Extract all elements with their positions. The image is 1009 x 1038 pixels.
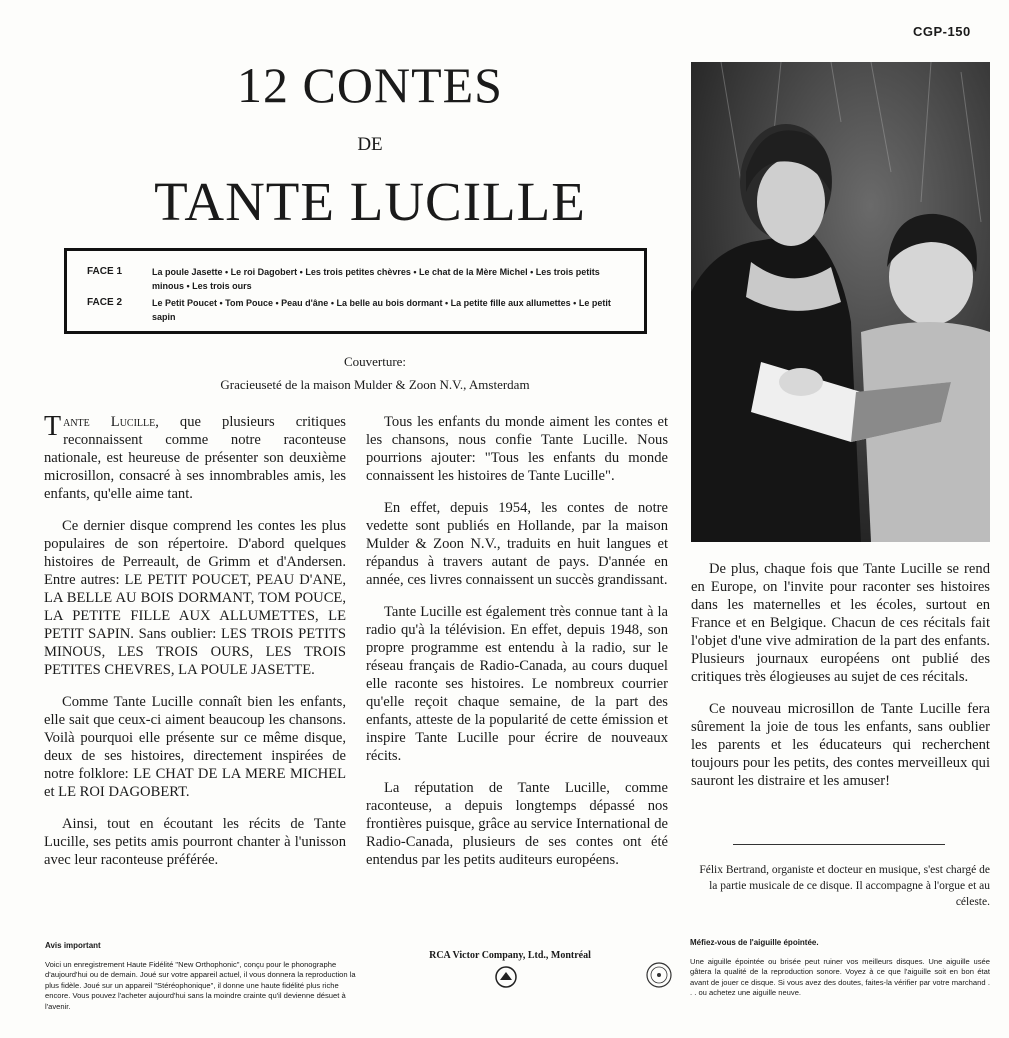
title-line-3: TANTE LUCILLE xyxy=(154,171,586,232)
catalog-number: CGP-150 xyxy=(913,24,971,39)
important-notice xyxy=(45,941,360,1012)
paragraph: Ce nouveau microsillon de Tante Lucille fera sûrement la joie de tous les enfants, sans oublier les parents et les éducateurs qui recherchent toujours pour les petits, des contes merveilleux qui sauront les distraire et les amuser! xyxy=(691,701,990,789)
paragraph: Comme Tante Lucille connaît bien les enfants, elle sait que ceux-ci aiment beaucoup les chansons. Voilà pourquoi elle présente sur ce même disque, deux de ses histoires, directement inspirées de notre folklore: LE CHAT DE LA MERE MICHEL et LE ROI DAGOBERT. xyxy=(44,694,346,800)
paragraph-text: , que plusieurs critiques reconnaissent comme notre raconteuse nationale, est heureuse de présenter son deuxième microsillon, consacré à ses innombrables amis, les enfants, qu'elle aime tant. xyxy=(44,414,346,502)
title-line-1: 12 CONTES xyxy=(237,57,503,113)
track-row-face-2 xyxy=(87,296,628,324)
track-list-box xyxy=(64,248,647,334)
notice-text: Une aiguille épointée ou brisée peut ruiner vos meilleurs disques. Une aiguille usée gâtera la qualité de la reproduction sonore. Voyez à ce que l'aiguille soit en bon état avant de jouer ce disque. Si vous avez des doutes, faites-la vérifier par votre marchand . . . ou achetez une aiguille neuve. xyxy=(690,956,990,997)
cover-photo xyxy=(691,62,990,542)
publisher: RCA Victor Company, Ltd., Montréal xyxy=(429,950,591,961)
face-label: FACE 1 xyxy=(87,266,123,277)
small-caps-name: ante Lucille xyxy=(63,414,156,430)
paragraph: La réputation de Tante Lucille, comme raconteuse, a depuis longtemps dépassé nos frontières puisque, grâce au service International de Radio-Canada, plusieurs de ses contes ont été entendus par les petits auditeurs européens. xyxy=(366,780,668,868)
face-track-list: Le Petit Poucet • Tom Pouce • Peau d'âne • La belle au bois dormant • La petite fille aux allumettes • Le petit sapin xyxy=(152,298,611,322)
divider xyxy=(733,844,945,845)
track-row-face-1 xyxy=(87,265,628,293)
paragraph: En effet, depuis 1954, les contes de notre vedette sont publiés en Hollande, par la maison Mulder & Zoon N.V., traduits en huit langues et répandus à travers autant de pays. D'année en année, ces livres connaissent un succès grandissant. xyxy=(366,500,668,588)
text-column-3 xyxy=(691,560,990,804)
paragraph: Ainsi, tout en écoutant les récits de Tante Lucille, ses petits amis pourront chanter à l'unisson avec leur raconteuse préférée. xyxy=(44,816,346,868)
notice-text: Voici un enregistrement Haute Fidélité "New Orthophonic", conçu pour le phonographe d'aujourd'hui ou de demain. Joué sur votre appareil actuel, il vous donnera la reproduction la plus fidèle. Joué sur un appareil "Stéréophonique", il donne une haute fidélité plus riche encore. Vous pouvez l'acheter aujourd'hui sans la moindre crainte qu'il devienne désuet à l'avenir. xyxy=(45,959,356,1011)
needle-warning xyxy=(690,938,990,999)
title-line-2: DE xyxy=(357,134,383,155)
paragraph xyxy=(44,413,346,503)
rca-logo-icon xyxy=(495,966,517,992)
paragraph: Tante Lucille est également très connue tant à la radio qu'à la télévision. En effet, depuis 1948, son propre programme est entendu à la radio, sur le réseau français de Radio-Canada, au cours duquel elle raconte ses histoires. Le nombreux courrier qu'elle reçoit chaque semaine, de la part des enfants, atteste de la popularité de cette émission et inspire Tante Lucille pour écrire de nouveaux récits. xyxy=(366,604,668,764)
paragraph: Ce dernier disque comprend les contes les plus populaires de son répertoire. D'abord quelques histoires de Perreault, de Grimm et d'Andersen. Entre autres: LE PETIT POUCET, PEAU D'ANE, LA BELLE AU BOIS DORMANT, TOM POUCE, LA PETITE FILLE AUX ALLUMETTES, LE PETIT SAPIN. Sans oublier: LES TROIS PETITS MINOUS, LES TROIS OURS, LES TROIS PETITES CHEVRES, LA POULE JASETTE. xyxy=(44,518,346,678)
paragraph: Tous les enfants du monde aiment les contes et les chansons, nous confie Tante Lucille. Nous pourrions ajouter: "Tous les enfants du monde connaissent les histoires de Tante Lucille". xyxy=(366,414,668,484)
text-column-2 xyxy=(366,413,668,883)
hi-fi-seal-icon xyxy=(646,962,672,992)
notice-title: Méfiez-vous de l'aiguille épointée. xyxy=(690,938,819,947)
drop-cap: T xyxy=(44,411,62,442)
face-label: FACE 2 xyxy=(87,297,123,308)
text-column-1 xyxy=(44,413,346,883)
cover-credit: Gracieuseté de la maison Mulder & Zoon N.V., Amsterdam xyxy=(220,377,530,392)
notice-title: Avis important xyxy=(45,941,101,950)
paragraph: De plus, chaque fois que Tante Lucille se rend en Europe, on l'invite pour raconter ses histoires dans les maternelles et les écoles, surtout en France et en Belgique. Chacun de ces récitals fait l'objet d'une vive admiration de la part des enfants. Plusieurs journaux européens ont publié des critiques très élogieuses au sujet de ces récitals. xyxy=(691,561,990,685)
cover-label: Couverture: xyxy=(343,354,407,369)
face-track-list: La poule Jasette • Le roi Dagobert • Les trois petites chèvres • Le chat de la Mère Michel • Les trois petits minous • Les trois ours xyxy=(152,267,600,291)
photo-illustration xyxy=(691,62,990,542)
music-credit: Félix Bertrand, organiste et docteur en musique, s'est chargé de la partie musicale de ce disque. Il accompagne à l'orgue et au céleste. xyxy=(699,864,990,908)
